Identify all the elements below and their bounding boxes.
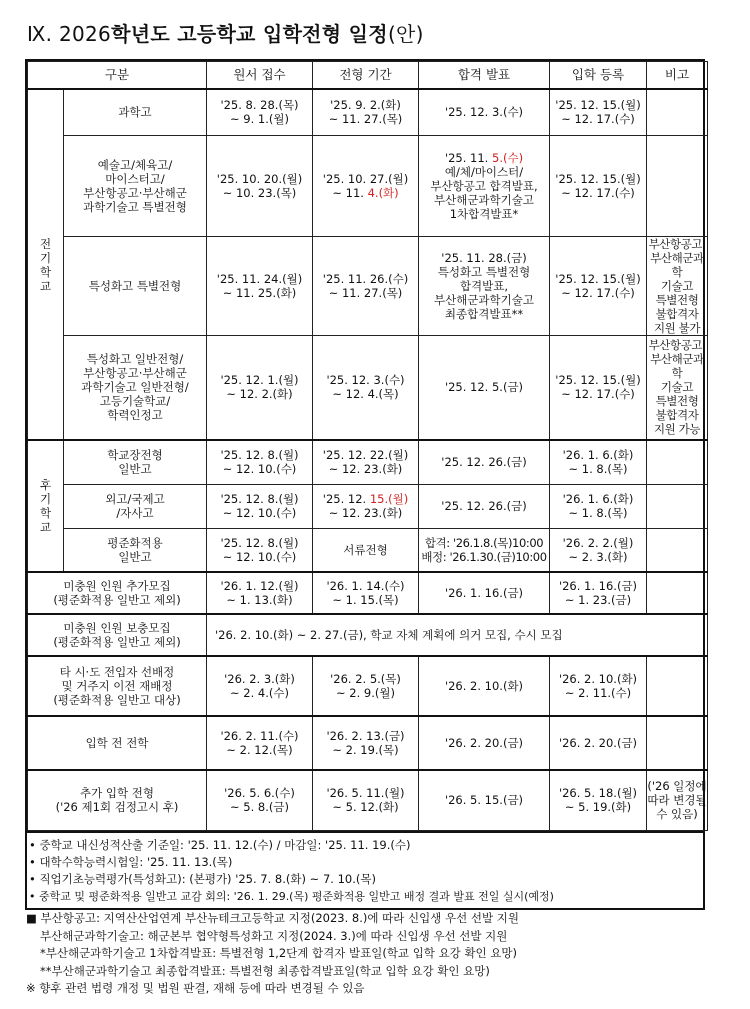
row-name: 예술고/체육고/ 마이스터고/ 부산항공고·부산해군 과학기술고 특별전형 <box>64 135 207 236</box>
cell-register: '26. 1. 6.(화) ~ 1. 8.(목) <box>550 484 647 528</box>
note-line: • 대학수학능력시험일: '25. 11. 13.(목) <box>29 854 233 869</box>
cell-result: '25. 11. 28.(금) 특성화고 특별전형 합격발표, 부산해군과학기술고 최종합격발표** <box>419 236 550 335</box>
cell-apply: '26. 1. 12.(월) ~ 1. 13.(화) <box>207 572 313 614</box>
cell-period: '25. 10. 27.(월) ~ 11. 4.(화) <box>313 135 419 236</box>
cell-period: '25. 12. 3.(수) ~ 12. 4.(목) <box>313 335 419 440</box>
table-row <box>28 440 708 484</box>
cell-period: '25. 12. 15.(월) ~ 12. 23.(화) <box>313 484 419 528</box>
footnotes <box>26 910 726 998</box>
header-apply: 원서 접수 <box>207 62 313 90</box>
header-category: 구분 <box>28 62 207 90</box>
title-main: 학년도 고등학교 입학전형 일정 <box>111 22 388 46</box>
row-name: 특성화고 일반전형/ 부산항공고·부산해군 과학기술고 일반전형/ 고등기술학교/ 학력인정고 <box>64 335 207 440</box>
cell-period: '25. 12. 22.(월) ~ 12. 23.(화) <box>313 440 419 484</box>
highlight-date: 5.(수) <box>492 150 524 165</box>
cell-result: 합격: '26.1.8.(목)10:00 배정: '26.1.30.(금)10:00 <box>419 528 550 572</box>
table-row <box>28 335 708 440</box>
cell-note <box>647 656 708 716</box>
footnote-line: **부산해군과학기술고 최종합격발표: 특별전형 최종합격발표일(학교 입학 요강 확인 요망) <box>40 963 490 978</box>
cell-register: '26. 2. 20.(금) <box>550 716 647 770</box>
footnote-line: *부산해군과학기술고 1차합격발표: 특별전형 1,2단계 합격자 발표일(학교 입학 요강 확인 요망) <box>40 946 518 960</box>
cell-merged-schedule: '26. 2. 10.(화) ~ 2. 27.(금), 학교 자체 계획에 의거 모집, 수시 모집 <box>207 614 708 656</box>
row-name: 외고/국제고 /자사고 <box>64 484 207 528</box>
cell-register: '26. 2. 10.(화) ~ 2. 11.(수) <box>550 656 647 716</box>
cell-period: '26. 2. 5.(목) ~ 2. 9.(월) <box>313 656 419 716</box>
note-line: • 중학교 및 평준화적용 일반고 교감 회의: '26. 1. 29.(목) 평준화적용 일반고 배정 결과 발표 전일 실시(예정) <box>29 889 554 903</box>
header-period: 전형 기간 <box>313 62 419 90</box>
footnote-line: ■ 부산항공고: 지역산산업연계 부산뉴테크고등학교 지정(2023. 8.)에 따라 신입생 우선 선발 지원 <box>26 911 519 925</box>
header-row <box>28 62 708 90</box>
cell-period: '26. 5. 11.(월) ~ 5. 12.(화) <box>313 770 419 830</box>
cell-apply: '25. 12. 8.(월) ~ 12. 10.(수) <box>207 528 313 572</box>
cell-apply: '25. 11. 24.(월) ~ 11. 25.(화) <box>207 236 313 335</box>
header-note: 비고 <box>647 62 708 90</box>
cell-note <box>647 572 708 614</box>
cell-period: 서류전형 <box>313 528 419 572</box>
cell-note: 부산항공고, 부산해군과학 기술고 특별전형 불합격자 지원 가능 <box>647 335 708 440</box>
schedule-table <box>27 61 708 831</box>
row-name: 입학 전 전학 <box>28 716 207 770</box>
cell-result: '26. 5. 15.(금) <box>419 770 550 830</box>
header-register: 입학 등록 <box>550 62 647 90</box>
row-name: 타 시·도 전입자 선배정 및 거주지 이전 재배정 (평준화적용 일반고 대상) <box>28 656 207 716</box>
row-name: 학교장전형 일반고 <box>64 440 207 484</box>
cell-apply: '25. 12. 8.(월) ~ 12. 10.(수) <box>207 484 313 528</box>
page-title <box>27 18 424 47</box>
cell-result: '26. 1. 16.(금) <box>419 572 550 614</box>
highlight-date: 4.(화) <box>367 185 399 200</box>
row-name: 미충원 인원 추가모집 (평준화적용 일반고 제외) <box>28 572 207 614</box>
cell-note <box>647 484 708 528</box>
cell-result: '25. 12. 26.(금) <box>419 484 550 528</box>
cell-apply: '25. 10. 20.(월) ~ 10. 23.(목) <box>207 135 313 236</box>
cell-result: '25. 11. 5.(수) 예/체/마이스터/ 부산항공고 합격발표, 부산해군과학기술고 1차합격발표* <box>419 135 550 236</box>
cell-result: '25. 12. 26.(금) <box>419 440 550 484</box>
cell-register: '25. 12. 15.(월) ~ 12. 17.(수) <box>550 335 647 440</box>
row-name: 추가 입학 전형 ('26 제1회 검정고시 후) <box>28 770 207 830</box>
table-row <box>28 528 708 572</box>
schedule-frame <box>25 59 705 910</box>
cell-apply: '26. 5. 6.(수) ~ 5. 8.(금) <box>207 770 313 830</box>
cell-register: '26. 2. 2.(월) ~ 2. 3.(화) <box>550 528 647 572</box>
table-row <box>28 236 708 335</box>
table-row <box>28 716 708 770</box>
cell-apply: '25. 12. 8.(월) ~ 12. 10.(수) <box>207 440 313 484</box>
table-row <box>28 89 708 135</box>
table-row <box>28 656 708 716</box>
cell-period: '25. 9. 2.(화) ~ 11. 27.(목) <box>313 89 419 135</box>
table-row <box>28 484 708 528</box>
cell-note <box>647 716 708 770</box>
group-early: 전기학교 <box>28 89 64 440</box>
cell-note <box>647 440 708 484</box>
cell-register: '26. 5. 18.(월) ~ 5. 19.(화) <box>550 770 647 830</box>
cell-apply: '25. 12. 1.(월) ~ 12. 2.(화) <box>207 335 313 440</box>
group-late: 후기학교 <box>28 440 64 572</box>
footnote-line: 부산해군과학기술고: 해군본부 협약형특성화고 지정(2024. 3.)에 따라 신입생 우선 선발 지원 <box>40 928 508 943</box>
cell-apply: '26. 2. 11.(수) ~ 2. 12.(목) <box>207 716 313 770</box>
cell-result: '25. 12. 5.(금) <box>419 335 550 440</box>
footnote-line: ※ 향후 관련 법령 개정 및 법원 판결, 재해 등에 따라 변경될 수 있음 <box>26 981 365 995</box>
cell-note <box>647 528 708 572</box>
cell-register: '26. 1. 6.(화) ~ 1. 8.(목) <box>550 440 647 484</box>
table-row <box>28 614 708 656</box>
schedule-notes <box>27 831 703 908</box>
cell-result: '25. 12. 3.(수) <box>419 89 550 135</box>
cell-period: '26. 2. 13.(금) ~ 2. 19.(목) <box>313 716 419 770</box>
table-row <box>28 770 708 830</box>
cell-register: '25. 12. 15.(월) ~ 12. 17.(수) <box>550 89 647 135</box>
cell-apply: '25. 8. 28.(목) ~ 9. 1.(월) <box>207 89 313 135</box>
highlight-date: 15.(월) <box>369 492 409 506</box>
table-row <box>28 572 708 614</box>
cell-note <box>647 89 708 135</box>
title-suffix: (안) <box>387 22 424 46</box>
cell-note: ('26 일정에 따라 변경될 수 있음) <box>647 770 708 830</box>
header-result: 합격 발표 <box>419 62 550 90</box>
note-line: • 중학교 내신성적산출 기준일: '25. 11. 12.(수) / 마감일: '25. 11. 19.(수) <box>29 837 411 852</box>
cell-result: '26. 2. 10.(화) <box>419 656 550 716</box>
cell-register: '25. 12. 15.(월) ~ 12. 17.(수) <box>550 135 647 236</box>
cell-period: '26. 1. 14.(수) ~ 1. 15.(목) <box>313 572 419 614</box>
cell-register: '26. 1. 16.(금) ~ 1. 23.(금) <box>550 572 647 614</box>
row-name: 평준화적용 일반고 <box>64 528 207 572</box>
cell-register: '25. 12. 15.(월) ~ 12. 17.(수) <box>550 236 647 335</box>
cell-period: '25. 11. 26.(수) ~ 11. 27.(목) <box>313 236 419 335</box>
cell-result: '26. 2. 20.(금) <box>419 716 550 770</box>
cell-note: 부산항공고, 부산해군과학 기술고 특별전형 불합격자 지원 불가 <box>647 236 708 335</box>
title-prefix: Ⅸ. 2026 <box>27 22 112 46</box>
cell-note <box>647 135 708 236</box>
row-name: 미충원 인원 보충모집 (평준화적용 일반고 제외) <box>28 614 207 656</box>
row-name: 특성화고 특별전형 <box>64 236 207 335</box>
note-line: • 직업기초능력평가(특성화고): (본평가) '25. 7. 8.(화) ~ 7. 10.(목) <box>29 871 376 886</box>
table-row <box>28 135 708 236</box>
row-name: 과학고 <box>64 89 207 135</box>
cell-apply: '26. 2. 3.(화) ~ 2. 4.(수) <box>207 656 313 716</box>
